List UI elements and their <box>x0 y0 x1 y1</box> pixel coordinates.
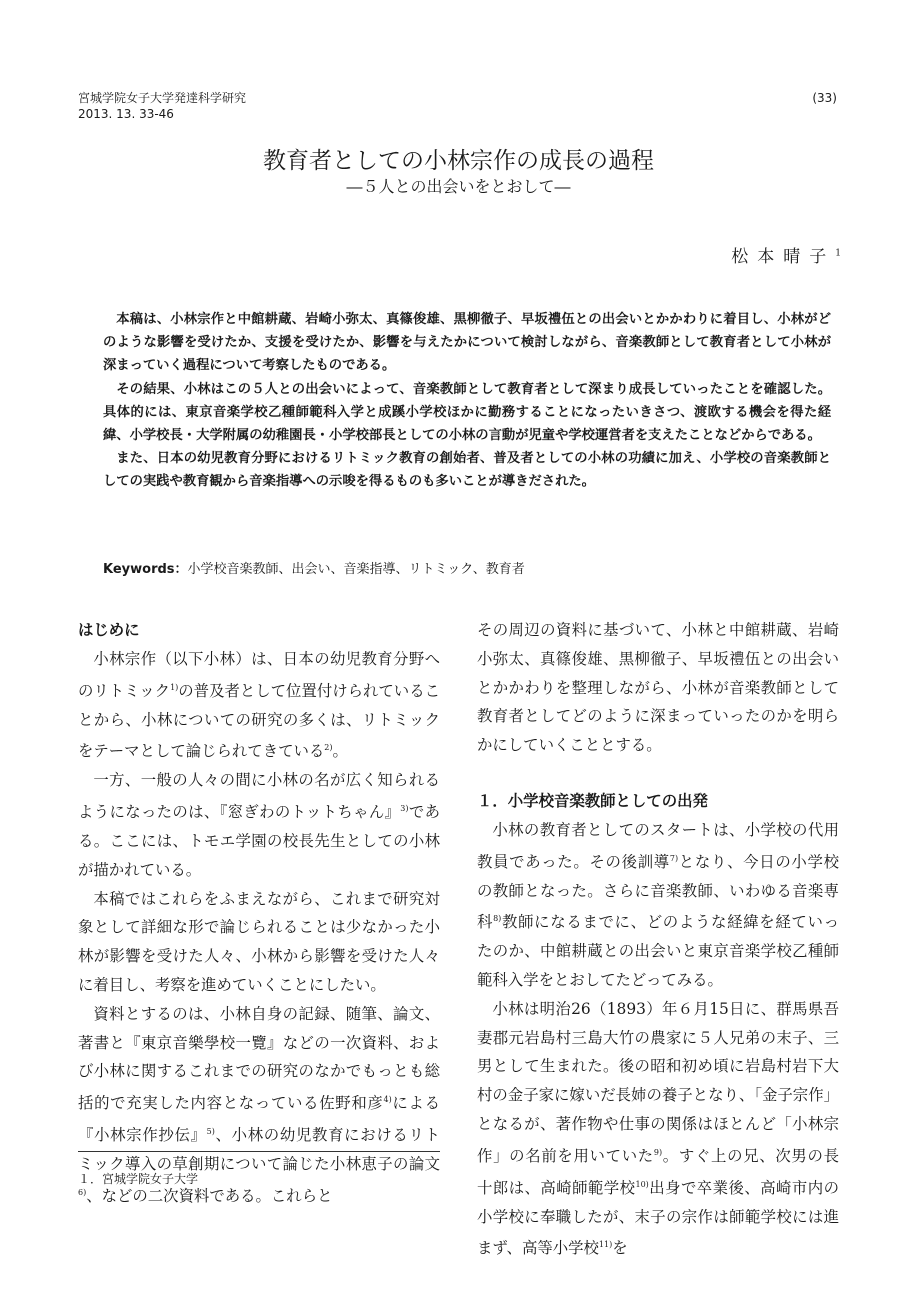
issue-info: 2013. 13. 33-46 <box>78 107 174 121</box>
paper-subtitle: ―５人との出会いをとおして― <box>346 177 571 196</box>
body-column-left <box>78 616 440 1211</box>
footnote-ref: 4) <box>383 1095 392 1105</box>
footnote-ref: 1) <box>170 682 179 692</box>
abstract-paragraph: 本稿は、小林宗作と中館耕蔵、岩崎小弥太、真篠俊雄、黒柳徹子、早坂禮伍との出会いとかかわりに着目し、小林がどのような影響を受けたか、支援を受けたか、影響を与えたかについて検討しながら、音楽教師として教育者として小林が深まっていく過程について考察したものである。 <box>103 312 831 374</box>
author-name: 松本晴子 <box>731 247 836 267</box>
body-paragraph: 小林宗作（以下小林）は、日本の幼児教育分野へのリトミック$^{1)}$の普及者として位置付けられていることから、小林についての研究の多くは、リトミックをテーマとして論じられてきている$^{2)}$。 <box>78 649 440 761</box>
page-number: (33) <box>812 91 837 105</box>
footnote-affiliation: １．宮城学院女子大学 <box>78 1172 199 1186</box>
abstract-paragraph: その結果、小林はこの５人との出会いによって、音楽教師として教育者として深まり成長していったことを確認した。具体的には、東京音楽学校乙種師範科入学と成蹊小学校ほかに勤務することになったいきさつ、渡欧する機会を得た経緯、小学校長・大学附属の幼稚園長・小学校部長としての小林の言動が児童や学校運営者を支えたことなどからである。 <box>103 381 831 444</box>
journal-name: 宮城学院女子大学発達科学研究 <box>78 91 247 105</box>
body-paragraph: 小林の教育者としてのスタートは、小学校の代用教員であった。その後訓導$^{7)}$となり、今日の小学校の教師となった。さらに音楽教師、いわゆる音楽専科$^{8)}$教師になるまでに、どのような経緯を経ていったのか、中館耕蔵との出会いと東京音楽学校乙種師範科入学をとおしてたどってみる。 <box>477 820 839 990</box>
body-paragraph: 小林は明治26（1893）年６月15日に、群馬県吾妻郡元岩島村三島大竹の農家に５人兄弟の末子、三男として生まれた。後の昭和初め頃に岩島村岩下大村の金子家に嫁いだ長姉の養子となり、「金子宗作」となるが、著作物や仕事の関係はほとんど「小林宗作」の名前を用いていた$^{9)}$。すぐ上の兄、次男の長十郎は、高崎師範学校$^{10)}$出身で卒業後、高崎市内の小学校に奉職したが、末子の宗作は師範学校には進まず、高等小学校$^{11)}$を <box>477 999 839 1258</box>
footnote-ref: 2) <box>324 743 333 753</box>
footnote-ref: 10) <box>635 1179 649 1189</box>
footnote-ref: 5) <box>206 1127 215 1137</box>
keywords-list: 小学校音楽教師、出会い、音楽指導、リトミック、教育者 <box>187 562 525 577</box>
keywords <box>103 558 525 577</box>
abstract-paragraph: また、日本の幼児教育分野におけるリトミック教育の創始者、普及者としての小林の功績に加え、小学校の音楽教師としての実践や教育観から音楽指導への示唆を得るものも多いことが導きだされた。 <box>103 451 831 490</box>
footnote-ref: 9) <box>653 1147 663 1157</box>
section-heading-1: １．小学校音楽教師としての出発 <box>477 791 708 810</box>
footnote-ref: 7) <box>669 853 679 863</box>
body-column-right <box>477 616 839 1263</box>
footnote-ref: 8) <box>493 914 502 924</box>
keywords-label: Keywords： <box>103 562 188 577</box>
abstract <box>103 308 831 494</box>
body-paragraph: 資料とするのは、小林自身の記録、随筆、論文、著書と『東京音樂學校一覽』などの一次資料、および小林に関するこれまでの研究のなかでもっとも総括的で充実した内容となっている佐野和彦$^{4)}$による『小林宗作抄伝』$^{5)}$、小林の幼児教育におけるリトミック導入の草創期について論じた小林恵子の論文$^{6)}$、などの二次資料である。これらと <box>78 1004 440 1205</box>
body-paragraph: その周辺の資料に基づいて、小林と中館耕蔵、岩崎小弥太、真篠俊雄、黒柳徹子、早坂禮伍との出会いとかかわりを整理しながら、小林が音楽教師として教育者としてどのように深まっていったのかを明らかにしていくこととする。 <box>477 621 839 755</box>
author <box>731 242 841 267</box>
body-paragraph: 本稿ではこれらをふまえながら、これまで研究対象として詳細な形で論じられることは少なかった小林が影響を受けた人々、小林から影響を受けた人々に着目し、考察を進めていくことにしたい。 <box>78 889 440 994</box>
footnote-divider <box>78 1151 440 1152</box>
section-heading-intro: はじめに <box>78 621 140 639</box>
paper-title: 教育者としての小林宗作の成長の過程 <box>263 148 654 174</box>
body-paragraph: 一方、一般の人々の間に小林の名が広く知られるようになったのは、『窓ぎわのトットちゃん』$^{3)}$である。ここには、トモエ学園の校長先生としての小林が描かれている。 <box>78 771 440 879</box>
footnote-ref: 3) <box>400 804 409 814</box>
footnote-ref: 6) <box>78 1187 87 1197</box>
footnote-ref: 11) <box>598 1240 613 1250</box>
author-affiliation-mark: 1 <box>835 248 841 259</box>
